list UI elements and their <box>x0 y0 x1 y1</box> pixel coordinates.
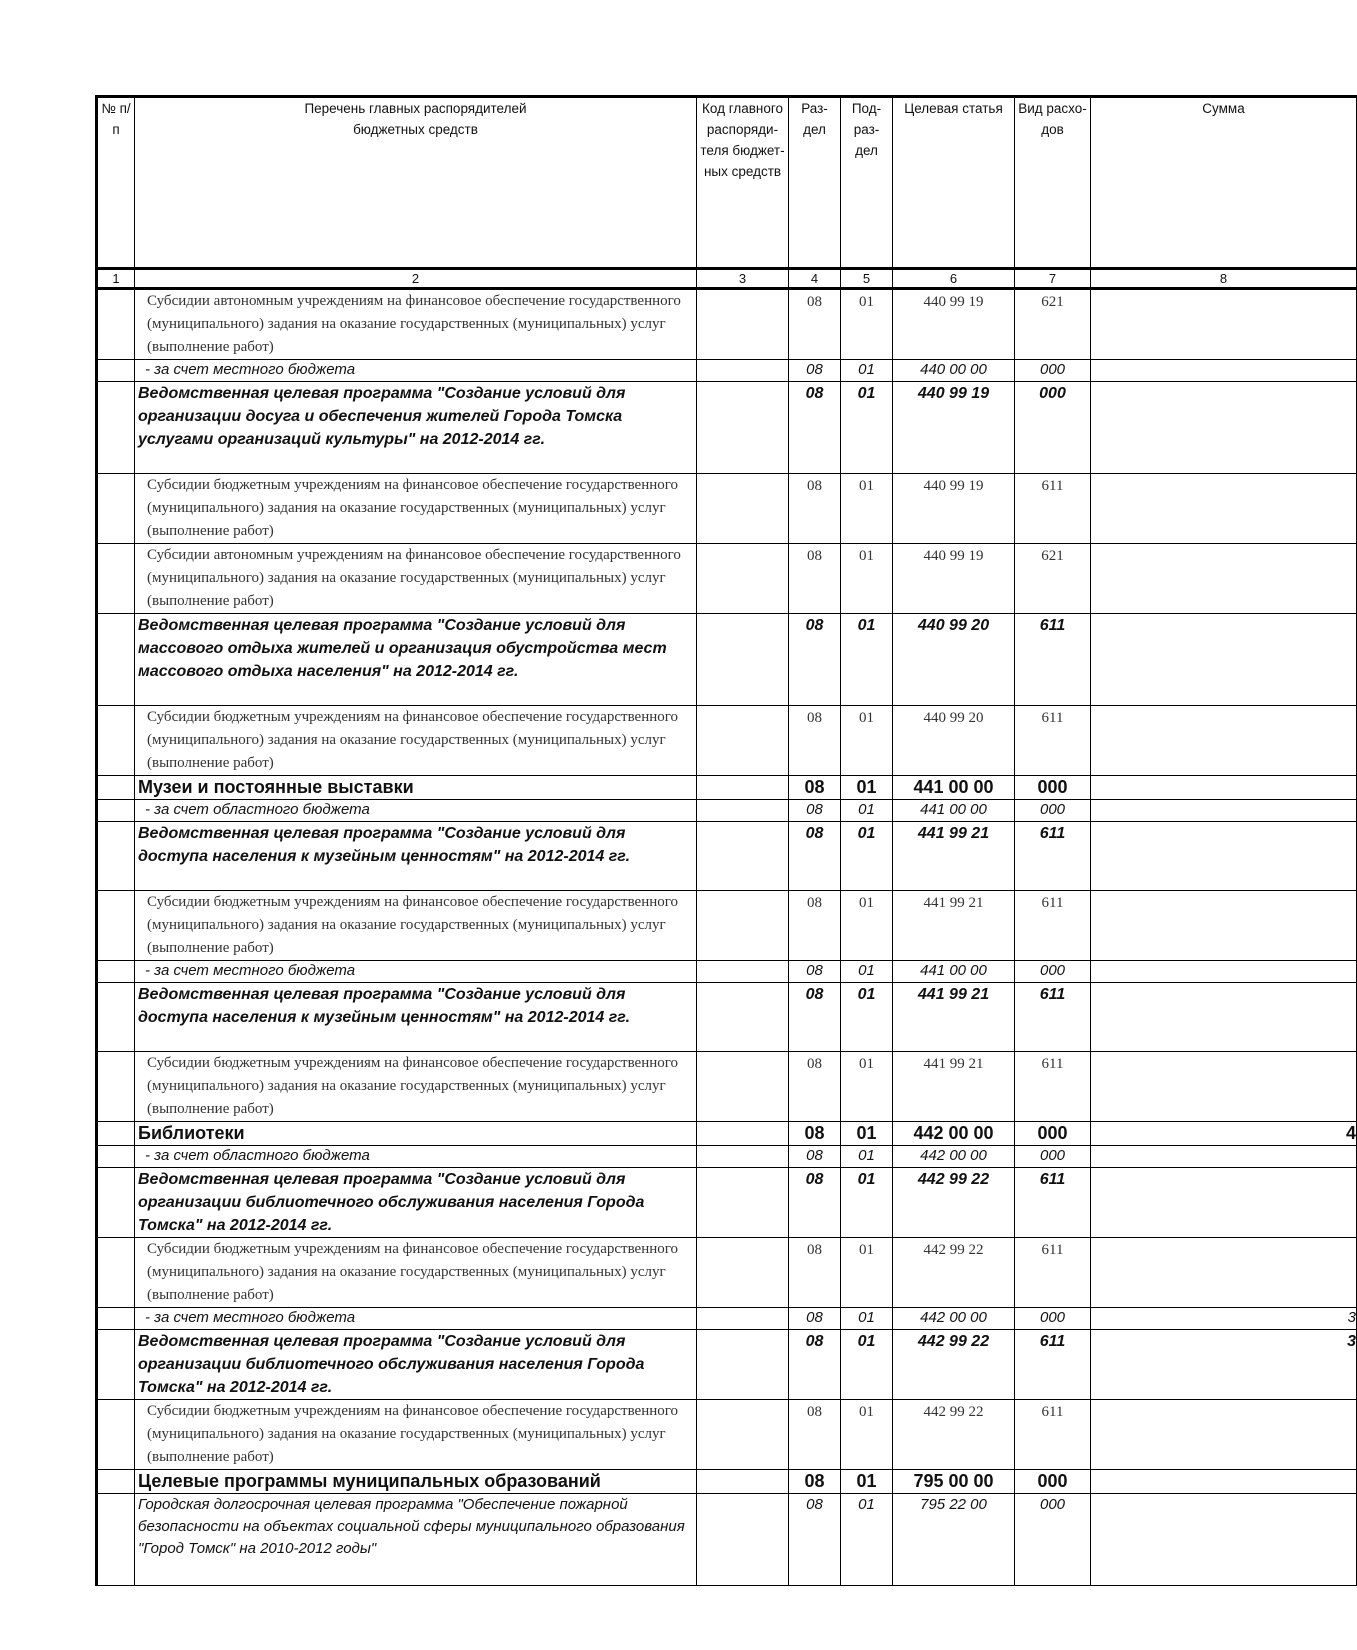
row-name: - за счет областного бюджета <box>135 800 697 822</box>
row-code-cell <box>697 360 789 382</box>
row-razdel: 08 <box>789 891 841 961</box>
row-sum <box>1091 776 1357 800</box>
row-vid: 000 <box>1015 1470 1091 1494</box>
row-podrazdel: 01 <box>841 706 893 776</box>
row-code-cell <box>697 382 789 474</box>
table-body <box>97 289 1357 1586</box>
row-code-cell <box>697 1146 789 1168</box>
table-row <box>97 1146 1357 1168</box>
row-podrazdel: 01 <box>841 1400 893 1470</box>
row-name: Субсидии бюджетным учреждениям на финансовое обеспечение государственного (муниципального) задания на оказание государственных (муниципальных) услуг (выполнение работ) <box>135 1052 697 1122</box>
column-number: 5 <box>841 269 893 289</box>
row-code-cell <box>697 983 789 1052</box>
row-statya: 440 99 20 <box>893 706 1015 776</box>
table-row <box>97 983 1357 1052</box>
row-number-cell <box>97 776 135 800</box>
row-number-cell <box>97 1470 135 1494</box>
row-vid: 000 <box>1015 1494 1091 1586</box>
row-sum <box>1091 1052 1357 1122</box>
row-name: Субсидии бюджетным учреждениям на финансовое обеспечение государственного (муниципального) задания на оказание государственных (муниципальных) услуг (выполнение работ) <box>135 891 697 961</box>
table-row <box>97 1400 1357 1470</box>
row-vid: 611 <box>1015 706 1091 776</box>
row-podrazdel: 01 <box>841 1052 893 1122</box>
table-row <box>97 891 1357 961</box>
header-razdel: Раз- дел <box>789 97 841 269</box>
row-podrazdel: 01 <box>841 474 893 544</box>
row-code-cell <box>697 1330 789 1400</box>
row-sum <box>1091 382 1357 474</box>
table-row <box>97 1470 1357 1494</box>
row-podrazdel: 01 <box>841 1122 893 1146</box>
row-number-cell <box>97 544 135 614</box>
table-row <box>97 1122 1357 1146</box>
row-name: - за счет местного бюджета <box>135 360 697 382</box>
column-number: 8 <box>1091 269 1357 289</box>
row-podrazdel: 01 <box>841 983 893 1052</box>
row-sum <box>1091 544 1357 614</box>
row-code-cell <box>697 474 789 544</box>
header-list-line1: Перечень главных распорядителей <box>304 101 527 116</box>
row-code-cell <box>697 544 789 614</box>
row-code-cell <box>697 1470 789 1494</box>
row-razdel: 08 <box>789 382 841 474</box>
row-statya: 442 99 22 <box>893 1168 1015 1238</box>
row-razdel: 08 <box>789 1052 841 1122</box>
row-razdel: 08 <box>789 1122 841 1146</box>
row-statya: 442 99 22 <box>893 1238 1015 1308</box>
row-sum <box>1091 822 1357 891</box>
row-razdel: 08 <box>789 1330 841 1400</box>
header-list-line2: бюджетных средств <box>353 122 478 137</box>
table-row <box>97 1168 1357 1238</box>
row-vid: 611 <box>1015 983 1091 1052</box>
row-code-cell <box>697 1052 789 1122</box>
row-podrazdel: 01 <box>841 1146 893 1168</box>
row-razdel: 08 <box>789 800 841 822</box>
table-row <box>97 800 1357 822</box>
row-number-cell <box>97 1330 135 1400</box>
row-sum <box>1091 1238 1357 1308</box>
row-number-cell <box>97 360 135 382</box>
row-vid: 000 <box>1015 1122 1091 1146</box>
row-number-cell <box>97 382 135 474</box>
row-sum <box>1091 1400 1357 1470</box>
table-row <box>97 614 1357 706</box>
row-number-cell <box>97 289 135 360</box>
column-number: 1 <box>97 269 135 289</box>
row-sum <box>1091 1168 1357 1238</box>
row-name: Музеи и постоянные выставки <box>135 776 697 800</box>
row-statya: 442 99 22 <box>893 1330 1015 1400</box>
row-vid: 000 <box>1015 382 1091 474</box>
row-statya: 442 00 00 <box>893 1146 1015 1168</box>
row-statya: 440 99 20 <box>893 614 1015 706</box>
column-number: 4 <box>789 269 841 289</box>
row-name: - за счет местного бюджета <box>135 1308 697 1330</box>
header-code: Код главного распоряди- теля бюджет- ных средств <box>697 97 789 269</box>
row-name: Ведомственная целевая программа "Создание условий для доступа населения к музейным ценностям" на 2012-2014 гг. <box>135 983 697 1052</box>
header-podrazdel: Под- раз- дел <box>841 97 893 269</box>
row-number-cell <box>97 1168 135 1238</box>
row-number-cell <box>97 983 135 1052</box>
row-code-cell <box>697 1168 789 1238</box>
row-statya: 441 99 21 <box>893 983 1015 1052</box>
row-statya: 440 00 00 <box>893 360 1015 382</box>
row-vid: 611 <box>1015 1400 1091 1470</box>
row-code-cell <box>697 776 789 800</box>
row-statya: 441 00 00 <box>893 961 1015 983</box>
row-sum <box>1091 289 1357 360</box>
row-number-cell <box>97 1238 135 1308</box>
row-name: Библиотеки <box>135 1122 697 1146</box>
table-row <box>97 1308 1357 1330</box>
row-vid: 000 <box>1015 776 1091 800</box>
row-podrazdel: 01 <box>841 289 893 360</box>
row-sum <box>1091 474 1357 544</box>
row-razdel: 08 <box>789 474 841 544</box>
row-razdel: 08 <box>789 360 841 382</box>
header-statya: Целевая статья <box>893 97 1015 269</box>
row-razdel: 08 <box>789 822 841 891</box>
row-razdel: 08 <box>789 1238 841 1308</box>
table-row <box>97 1238 1357 1308</box>
row-code-cell <box>697 1400 789 1470</box>
row-statya: 441 99 21 <box>893 1052 1015 1122</box>
table-row <box>97 776 1357 800</box>
row-podrazdel: 01 <box>841 1168 893 1238</box>
row-podrazdel: 01 <box>841 614 893 706</box>
row-podrazdel: 01 <box>841 800 893 822</box>
row-number-cell <box>97 1122 135 1146</box>
row-sum <box>1091 961 1357 983</box>
row-statya: 441 99 21 <box>893 822 1015 891</box>
row-sum <box>1091 706 1357 776</box>
row-vid: 000 <box>1015 1146 1091 1168</box>
row-podrazdel: 01 <box>841 360 893 382</box>
row-name: Ведомственная целевая программа "Создание условий для массового отдыха жителей и организация обустройства мест массового отдыха населения" на 2012-2014 гг. <box>135 614 697 706</box>
row-name: Ведомственная целевая программа "Создание условий для организации библиотечного обслуживания населения Города Томска" на 2012-2014 гг. <box>135 1168 697 1238</box>
row-podrazdel: 01 <box>841 1330 893 1400</box>
row-code-cell <box>697 706 789 776</box>
row-razdel: 08 <box>789 776 841 800</box>
row-name: Субсидии бюджетным учреждениям на финансовое обеспечение государственного (муниципального) задания на оказание государственных (муниципальных) услуг (выполнение работ) <box>135 1400 697 1470</box>
row-podrazdel: 01 <box>841 1308 893 1330</box>
row-name: Городская долгосрочная целевая программа "Обеспечение пожарной безопасности на объектах социальной сферы муниципального образования "Город Томск" на 2010-2012 годы" <box>135 1494 697 1586</box>
row-code-cell <box>697 891 789 961</box>
row-podrazdel: 01 <box>841 961 893 983</box>
row-razdel: 08 <box>789 1308 841 1330</box>
row-number-cell <box>97 891 135 961</box>
row-number-cell <box>97 1308 135 1330</box>
row-name: Субсидии бюджетным учреждениям на финансовое обеспечение государственного (муниципального) задания на оказание государственных (муниципальных) услуг (выполнение работ) <box>135 1238 697 1308</box>
row-code-cell <box>697 1308 789 1330</box>
column-number: 3 <box>697 269 789 289</box>
row-sum <box>1091 1470 1357 1494</box>
row-vid: 611 <box>1015 614 1091 706</box>
header-sum: Сумма <box>1091 97 1357 269</box>
row-vid: 611 <box>1015 1238 1091 1308</box>
row-vid: 611 <box>1015 1168 1091 1238</box>
row-razdel: 08 <box>789 706 841 776</box>
row-statya: 442 99 22 <box>893 1400 1015 1470</box>
table-row <box>97 961 1357 983</box>
table-row <box>97 360 1357 382</box>
row-code-cell <box>697 614 789 706</box>
row-podrazdel: 01 <box>841 776 893 800</box>
row-number-cell <box>97 961 135 983</box>
table-row <box>97 474 1357 544</box>
row-code-cell <box>697 1238 789 1308</box>
row-vid: 611 <box>1015 1052 1091 1122</box>
row-razdel: 08 <box>789 1470 841 1494</box>
budget-table <box>95 95 1357 1586</box>
column-number: 6 <box>893 269 1015 289</box>
row-sum <box>1091 800 1357 822</box>
row-name: Субсидии автономным учреждениям на финансовое обеспечение государственного (муниципального) задания на оказание государственных (муниципальных) услуг (выполнение работ) <box>135 544 697 614</box>
column-number: 7 <box>1015 269 1091 289</box>
row-vid: 611 <box>1015 822 1091 891</box>
row-statya: 442 00 00 <box>893 1308 1015 1330</box>
row-razdel: 08 <box>789 983 841 1052</box>
header-number: № п/п <box>97 97 135 269</box>
row-name: Ведомственная целевая программа "Создание условий для организации досуга и обеспечения жителей Города Томска услугами организаций культуры" на 2012-2014 гг. <box>135 382 697 474</box>
row-number-cell <box>97 800 135 822</box>
row-vid: 000 <box>1015 800 1091 822</box>
column-number: 2 <box>135 269 697 289</box>
row-statya: 440 99 19 <box>893 474 1015 544</box>
row-name: Ведомственная целевая программа "Создание условий для организации библиотечного обслуживания населения Города Томска" на 2012-2014 гг. <box>135 1330 697 1400</box>
row-podrazdel: 01 <box>841 1470 893 1494</box>
row-vid: 621 <box>1015 544 1091 614</box>
row-sum <box>1091 891 1357 961</box>
row-number-cell <box>97 1494 135 1586</box>
table-row <box>97 1052 1357 1122</box>
row-podrazdel: 01 <box>841 822 893 891</box>
row-vid: 000 <box>1015 961 1091 983</box>
row-number-cell <box>97 1052 135 1122</box>
row-razdel: 08 <box>789 544 841 614</box>
row-razdel: 08 <box>789 614 841 706</box>
row-statya: 795 22 00 <box>893 1494 1015 1586</box>
row-sum <box>1091 983 1357 1052</box>
row-number-cell <box>97 706 135 776</box>
row-vid: 000 <box>1015 1308 1091 1330</box>
row-name: Субсидии бюджетным учреждениям на финансовое обеспечение государственного (муниципального) задания на оказание государственных (муниципальных) услуг (выполнение работ) <box>135 706 697 776</box>
row-name: - за счет местного бюджета <box>135 961 697 983</box>
row-vid: 621 <box>1015 289 1091 360</box>
row-name: Ведомственная целевая программа "Создание условий для доступа населения к музейным ценностям" на 2012-2014 гг. <box>135 822 697 891</box>
table-row <box>97 1494 1357 1586</box>
header-vid: Вид расхо- дов <box>1015 97 1091 269</box>
row-statya: 442 00 00 <box>893 1122 1015 1146</box>
row-code-cell <box>697 1122 789 1146</box>
row-razdel: 08 <box>789 1494 841 1586</box>
row-vid: 611 <box>1015 1330 1091 1400</box>
row-sum: 4 <box>1091 1122 1357 1146</box>
row-number-cell <box>97 474 135 544</box>
row-statya: 441 00 00 <box>893 800 1015 822</box>
row-name: Субсидии автономным учреждениям на финансовое обеспечение государственного (муниципального) задания на оказание государственных (муниципальных) услуг (выполнение работ) <box>135 289 697 360</box>
row-vid: 611 <box>1015 474 1091 544</box>
row-code-cell <box>697 800 789 822</box>
row-name: Субсидии бюджетным учреждениям на финансовое обеспечение государственного (муниципального) задания на оказание государственных (муниципальных) услуг (выполнение работ) <box>135 474 697 544</box>
row-sum <box>1091 614 1357 706</box>
row-name: Целевые программы муниципальных образований <box>135 1470 697 1494</box>
row-razdel: 08 <box>789 1400 841 1470</box>
table-row <box>97 289 1357 360</box>
row-sum <box>1091 360 1357 382</box>
row-podrazdel: 01 <box>841 1238 893 1308</box>
table-row <box>97 544 1357 614</box>
row-sum: 3 <box>1091 1308 1357 1330</box>
table-row <box>97 1330 1357 1400</box>
row-podrazdel: 01 <box>841 382 893 474</box>
table-row <box>97 822 1357 891</box>
row-razdel: 08 <box>789 961 841 983</box>
row-code-cell <box>697 1494 789 1586</box>
row-statya: 441 99 21 <box>893 891 1015 961</box>
row-statya: 440 99 19 <box>893 289 1015 360</box>
table-row <box>97 382 1357 474</box>
row-sum <box>1091 1146 1357 1168</box>
row-vid: 611 <box>1015 891 1091 961</box>
row-code-cell <box>697 289 789 360</box>
row-podrazdel: 01 <box>841 544 893 614</box>
row-number-cell <box>97 1400 135 1470</box>
row-name: - за счет областного бюджета <box>135 1146 697 1168</box>
table-header-row <box>97 97 1357 269</box>
row-razdel: 08 <box>789 1146 841 1168</box>
row-statya: 440 99 19 <box>893 382 1015 474</box>
row-number-cell <box>97 822 135 891</box>
row-podrazdel: 01 <box>841 891 893 961</box>
row-vid: 000 <box>1015 360 1091 382</box>
row-number-cell <box>97 614 135 706</box>
row-code-cell <box>697 822 789 891</box>
row-statya: 440 99 19 <box>893 544 1015 614</box>
row-statya: 795 00 00 <box>893 1470 1015 1494</box>
row-razdel: 08 <box>789 1168 841 1238</box>
table-row <box>97 706 1357 776</box>
row-razdel: 08 <box>789 289 841 360</box>
row-sum: 3 <box>1091 1330 1357 1400</box>
column-number-row <box>97 269 1357 289</box>
row-podrazdel: 01 <box>841 1494 893 1586</box>
row-sum <box>1091 1494 1357 1586</box>
row-statya: 441 00 00 <box>893 776 1015 800</box>
row-code-cell <box>697 961 789 983</box>
row-number-cell <box>97 1146 135 1168</box>
header-list <box>135 97 697 269</box>
